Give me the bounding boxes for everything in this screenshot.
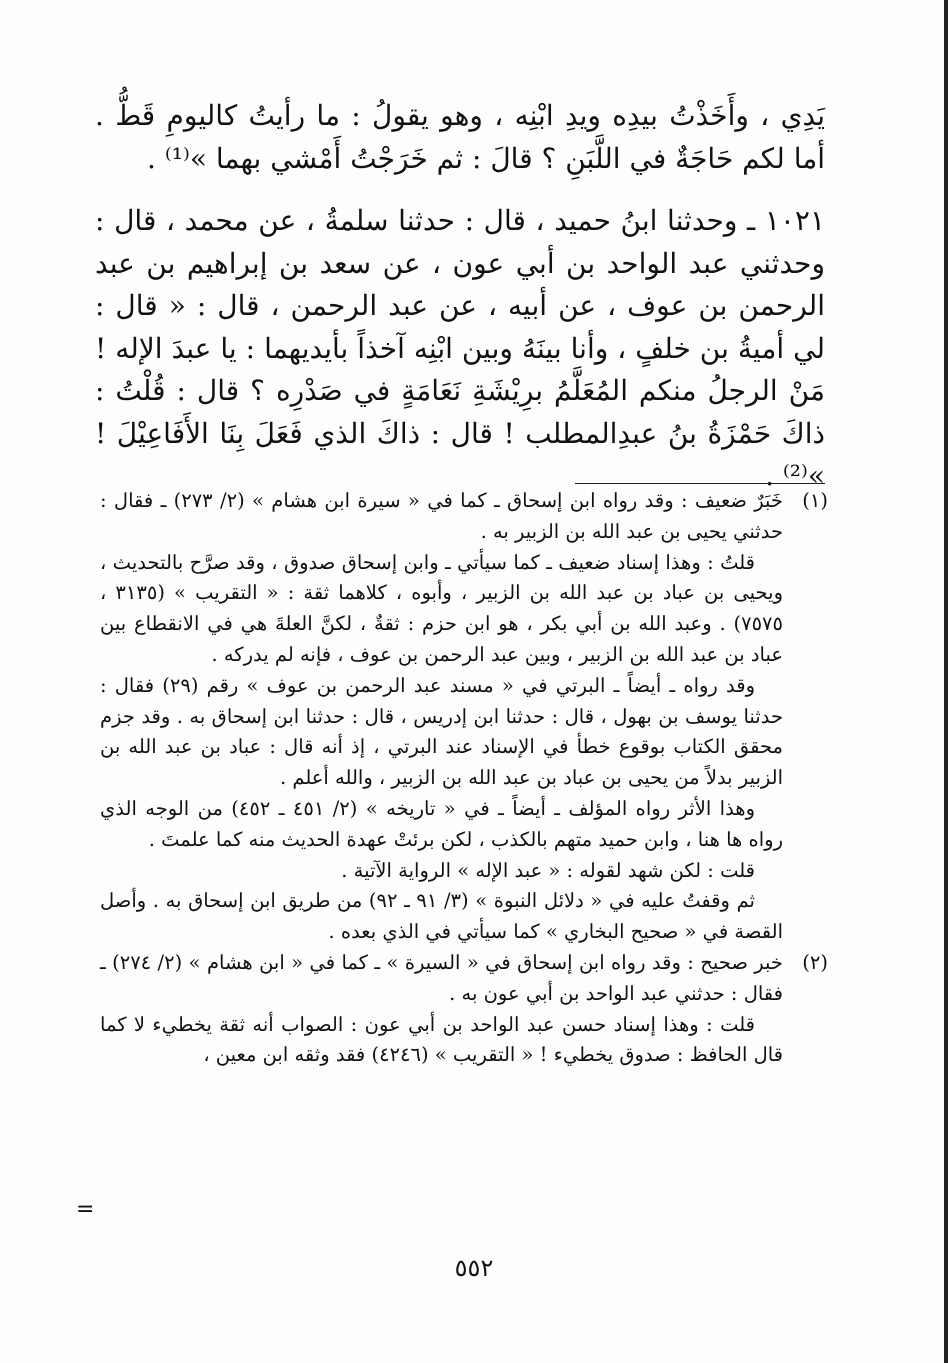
main-paragraph: يَدِي ، وأَخَذْتُ بيدِه ويدِ ابْنِه ، وهو يقولُ : ما رأيتُ كاليومِ قَطُّ . أما لكم حَاجَةٌ في اللَّبَنِ ؟ قالَ : ثم خَرَجْتُ أَمْشي بهما »⁽¹⁾ . [95, 99, 825, 175]
footnote-paragraph: قلت : وهذا إسناد حسن عبد الواحد بن أبي عون : الصواب أنه ثقة يخطيء لا كما قال الحافظ : صدوق يخطيء ! « التقريب » (٤٢٤٦) فقد وثقه ابن معين ، [100, 1012, 783, 1067]
footnote-number: (٢) [802, 950, 828, 974]
page-number: ٥٥٢ [454, 1254, 494, 1282]
footnote-paragraph: وهذا الأثر رواه المؤلف ـ أيضاً ـ في « تاريخه » (٢/ ٤٥١ ـ ٤٥٢) من الوجه الذي رواه ها هنا ، وابن حميد متهم بالكذب ، لكن برئتْ عهدة الحديث منه كما علمتَ . [100, 796, 783, 851]
footnote-number: (١) [802, 489, 828, 512]
main-paragraph: ١٠٢١ ـ وحدثنا ابنُ حميد ، قال : حدثنا سلمةُ ، عن محمد ، قال : وحدثني عبد الواحد بن أبي عون ، عن سعد بن إبراهيم بن عبد الرحمن بن عوف ، عن أبيه ، عن عبد الرحمن ، قال : « قال : لي أميةُ بن خلفٍ ، وأنا بينَهُ وبين ابْنِه آخذاً بأيديهما : يا عبدَ الإله ! مَنْ الرجلُ منكم المُعَلَّمُ برِيْشَةِ نَعَامَةٍ في صَدْرِه ؟ قال : قُلْتُ : ذاكَ حَمْزَةُ بنُ عبدِالمطلب ! قال : ذاكَ الذي فَعَلَ بِنَا الأَفَاعِيْلَ ! »⁽²⁾ . [95, 204, 825, 492]
continuation-mark: = [76, 1197, 93, 1222]
scan-edge [944, 0, 948, 1363]
main-text [95, 95, 825, 498]
footnote-paragraph: قلت : لكن شهد لقوله : « عبد الإله » الرواية الآتية . [341, 858, 755, 882]
footnote-paragraph: وقد رواه ـ أيضاً ـ البرتي في « مسند عبد الرحمن بن عوف » رقم (٢٩) فقال : حدثنا يوسف بن بهول ، قال : حدثنا ابن إدريس ، قال : حدثنا ابن إسحاق به . وقد جزم محقق الكتاب بوقوع خطأ في الإسناد عند البرتي ، إذ أنه قال : عباد بن عبد الله بن الزبير بدلاً من يحيى بن عباد بن عبد الله بن الزبير ، والله أعلم . [100, 673, 783, 790]
footnote-separator [575, 483, 825, 484]
footnote-paragraph: ثم وقفتُ عليه في « دلائل النبوة » (٣/ ٩١ ـ ٩٢) من طريق ابن إسحاق به . وأصل القصة في « صحيح البخاري » كما سيأتي في الذي بعده . [100, 889, 783, 944]
footnote [100, 486, 828, 548]
footnotes [100, 486, 828, 1071]
footnote-text: خَبَرٌ ضعيف : وقد رواه ابن إسحاق ـ كما في « سيرة ابن هشام » (٢/ ٢٧٣) ـ فقال : حدثني يحيى بن عبد الله بن الزبير به . [100, 489, 783, 543]
footnote-paragraph: قلتُ : وهذا إسناد ضعيف ـ كما سيأتي ـ وابن إسحاق صدوق ، وقد صرَّح بالتحديث ، ويحيى بن عباد بن عبد الله بن الزبير ، وأبوه ، كلاهما ثقة : « التقريب » (٣١٣٥ ، ٧٥٧٥) . وعبد الله بن أبي بكر ، هو ابن حزم : ثقةٌ ، لكنَّ العلةَ هي في الانقطاع بين عباد بن عبد الله بن الزبير ، وبين عبد الرحمن بن عوف ، فإنه لم يدركه . [100, 550, 783, 666]
footnote [100, 948, 828, 1010]
footnote-text: خبر صحيح : وقد رواه ابن إسحاق في « السيرة » ـ كما في « ابن هشام » (٢/ ٢٧٤) ـ فقال : حدثني عبد الواحد بن أبي عون به . [100, 950, 783, 1005]
